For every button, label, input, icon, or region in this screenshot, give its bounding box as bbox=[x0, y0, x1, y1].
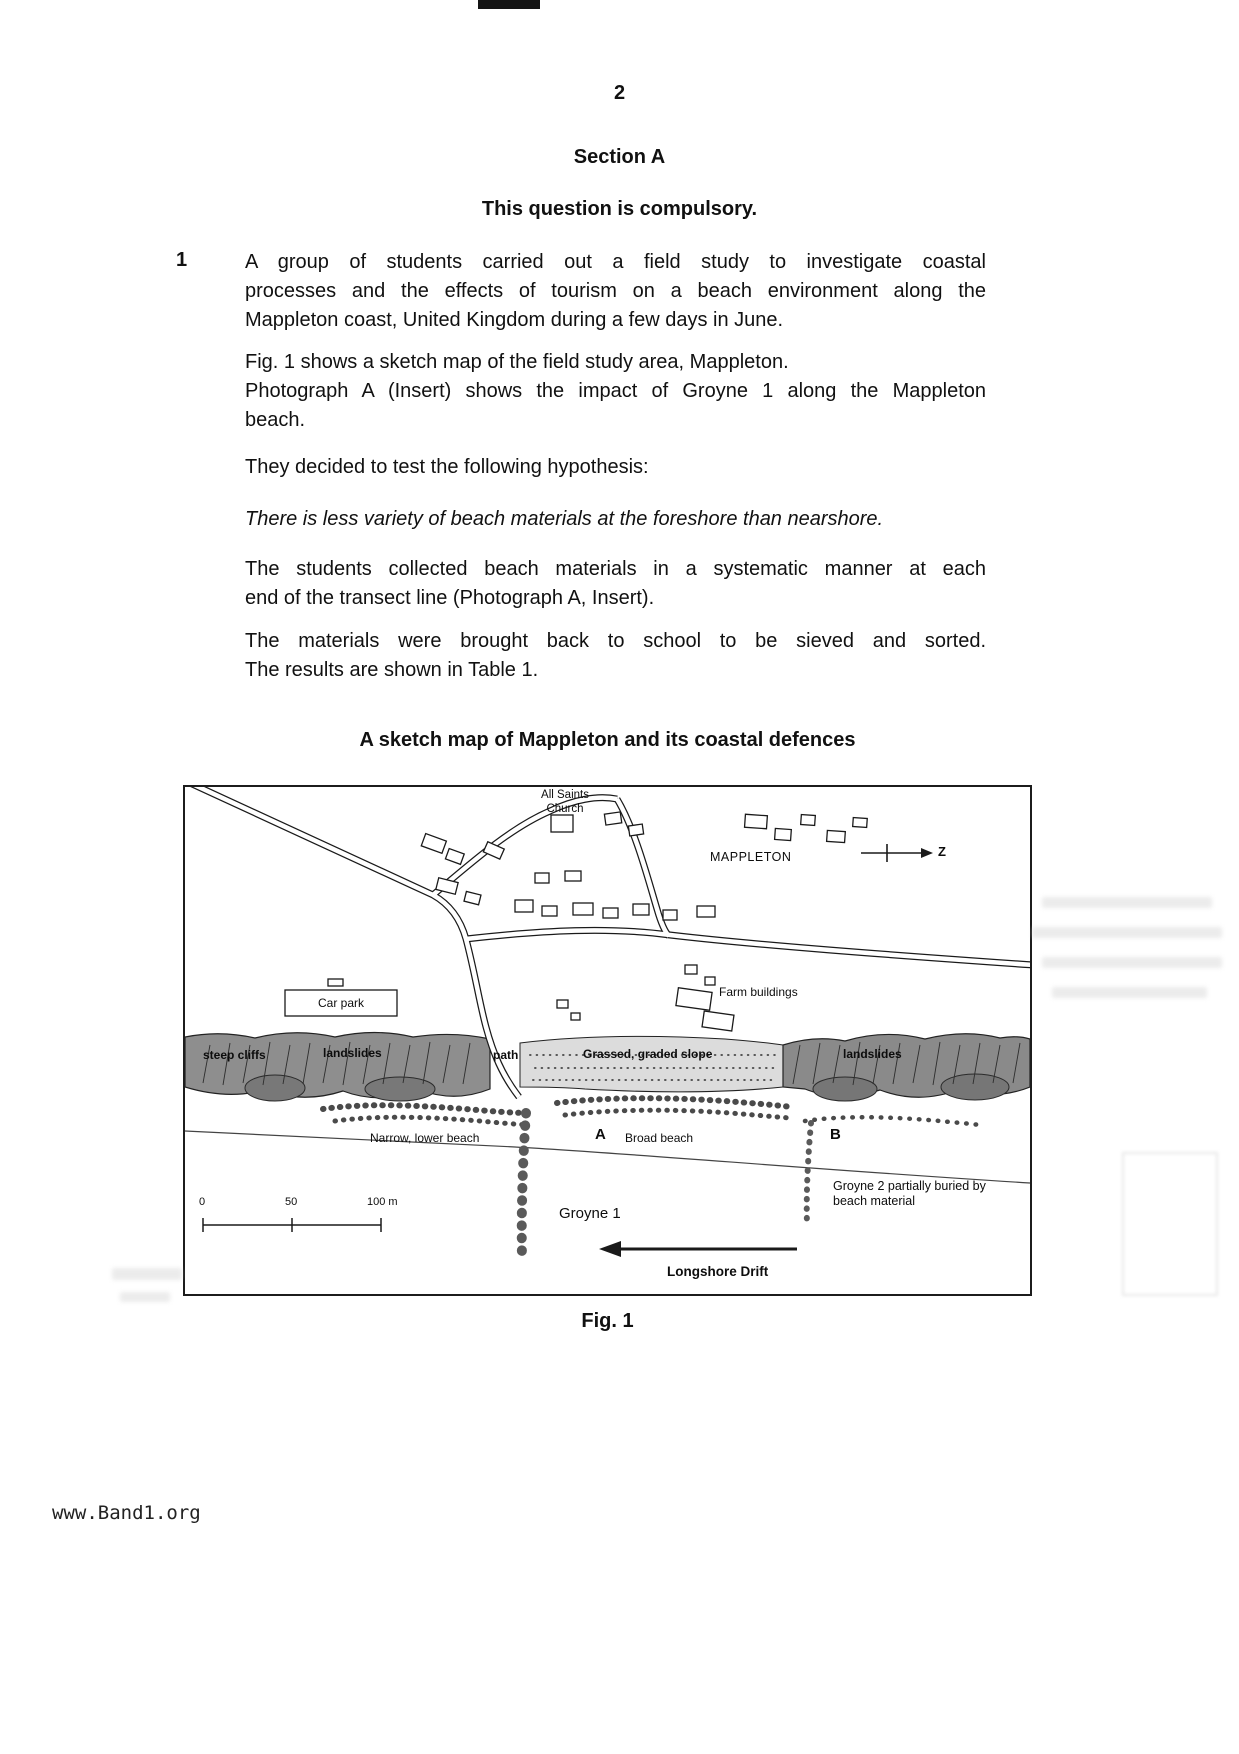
scale-fifty-label: 50 bbox=[285, 1196, 298, 1208]
text-line: A group of students carried out a field study to investigate coastal bbox=[245, 251, 986, 273]
map-title: A sketch map of Mappleton and its coastal defences bbox=[359, 729, 856, 751]
scan-artifact-top bbox=[478, 0, 540, 9]
farm-buildings-label: Farm buildings bbox=[719, 985, 798, 999]
compulsory-notice: This question is compulsory. bbox=[481, 198, 758, 220]
longshore-drift-arrow bbox=[599, 1241, 797, 1257]
narrow-beach-label: Narrow, lower beach bbox=[370, 1131, 480, 1145]
question-number: 1 bbox=[176, 249, 188, 271]
hypothesis-paragraph bbox=[245, 505, 986, 534]
cliff-bands bbox=[185, 1033, 1030, 1102]
scale-hundred-label: 100 m bbox=[367, 1196, 398, 1208]
groyne-1-label: Groyne 1 bbox=[559, 1205, 621, 1222]
footer-watermark: www.Band1.org bbox=[52, 1502, 201, 1524]
groyne-2 bbox=[807, 1123, 811, 1225]
scan-artifact bbox=[1042, 957, 1222, 968]
groyne-2-note: Groyne 2 partially buried by beach material bbox=[833, 1179, 986, 1208]
results-paragraph bbox=[245, 627, 986, 685]
steep-cliffs-label: steep cliffs bbox=[203, 1048, 266, 1062]
text-line: The results are shown in Table 1. bbox=[245, 659, 539, 681]
path-label: path bbox=[493, 1048, 519, 1062]
scan-artifact bbox=[120, 1292, 170, 1302]
scan-artifact bbox=[1122, 1152, 1218, 1296]
beach-pebbles bbox=[323, 1098, 980, 1125]
figure-caption: Fig. 1 bbox=[581, 1310, 634, 1332]
broad-beach-label: Broad beach bbox=[625, 1131, 694, 1145]
landslides-left-label: landslides bbox=[323, 1046, 382, 1060]
landslide-lobe-left-2 bbox=[365, 1077, 435, 1101]
groyne-1 bbox=[522, 1113, 526, 1259]
car-icon bbox=[328, 979, 343, 986]
landslides-right-label: landslides bbox=[843, 1047, 902, 1061]
scan-artifact bbox=[1052, 987, 1207, 998]
text-line: beach. bbox=[245, 409, 306, 431]
scan-artifact bbox=[1032, 927, 1222, 938]
point-b-label: B bbox=[830, 1126, 841, 1143]
scan-artifact bbox=[1042, 897, 1212, 908]
church-label-line1: All Saints bbox=[541, 789, 589, 801]
text-line: Photograph A (Insert) shows the impact of Groyne 1 along the Mappleton bbox=[245, 380, 986, 402]
farm-building bbox=[702, 1011, 734, 1031]
text-line: processes and the effects of tourism on a beach environment along the bbox=[245, 280, 986, 302]
hypothesis-intro-paragraph bbox=[245, 453, 986, 482]
point-a-label: A bbox=[595, 1126, 606, 1143]
figure-reference-paragraph bbox=[245, 348, 986, 435]
question-text-column bbox=[245, 248, 986, 685]
scan-artifact bbox=[112, 1268, 182, 1280]
scale-bar bbox=[203, 1218, 381, 1232]
compass-label: Z bbox=[938, 844, 946, 859]
text-line: end of the transect line (Photograph A, Insert). bbox=[245, 587, 655, 609]
sketch-map-figure bbox=[183, 785, 1032, 1296]
text-line: The students collected beach materials in a systematic manner at each bbox=[245, 558, 986, 580]
farm-building bbox=[676, 988, 712, 1011]
page-number: 2 bbox=[613, 82, 626, 104]
grassed-slope-band bbox=[520, 1036, 783, 1091]
shoreline bbox=[185, 1131, 1030, 1183]
intro-paragraph bbox=[245, 248, 986, 335]
text-line: Mappleton coast, United Kingdom during a few days in June. bbox=[245, 309, 784, 331]
steep-cliffs-band bbox=[185, 1033, 490, 1098]
grassed-slope-label: Grassed, graded slope bbox=[583, 1047, 713, 1061]
text-line: The materials were brought back to school to be sieved and sorted. bbox=[245, 630, 986, 652]
church-label bbox=[530, 788, 600, 816]
method-paragraph bbox=[245, 555, 986, 613]
landslide-lobe-right-2 bbox=[941, 1074, 1009, 1100]
text-line: Fig. 1 shows a sketch map of the field study area, Mappleton. bbox=[245, 351, 789, 373]
church-building bbox=[551, 815, 573, 832]
church-label-line2: Church bbox=[546, 803, 584, 815]
text-line: They decided to test the following hypothesis: bbox=[245, 456, 649, 478]
car-park-label: Car park bbox=[317, 996, 364, 1010]
compass-arrow bbox=[861, 844, 933, 862]
landslide-lobe-right-1 bbox=[813, 1077, 877, 1101]
longshore-drift-label: Longshore Drift bbox=[667, 1264, 769, 1279]
hypothesis-text: There is less variety of beach materials at the foreshore than nearshore. bbox=[245, 508, 884, 530]
section-heading: Section A bbox=[573, 146, 666, 168]
landslide-lobe-left-1 bbox=[245, 1075, 305, 1101]
scale-zero-label: 0 bbox=[199, 1196, 206, 1208]
town-label: MAPPLETON bbox=[710, 850, 792, 864]
